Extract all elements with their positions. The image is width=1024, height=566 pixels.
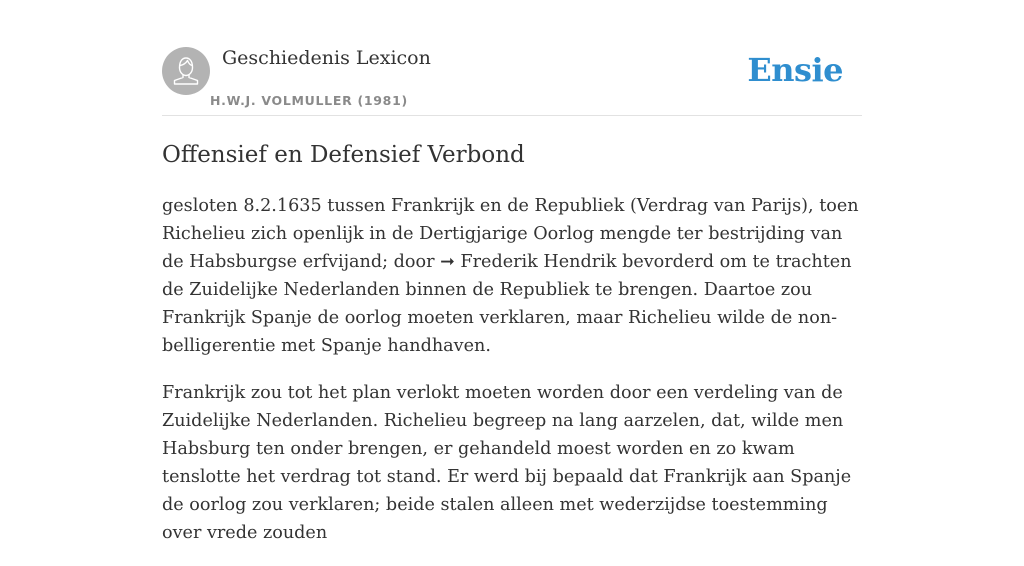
- entry-paragraph: Frankrijk zou tot het plan verlokt moeten worden door een verdeling van de Zuidelijke Nederlanden. Richelieu begreep na lang aarzelen, dat, wilde men Habsburg ten onder brengen, er gehandeld moest worden en zo kwam tenslotte het verdrag tot stand. Er werd bij bepaald dat Frankrijk aan Spanje de oorlog zou verklaren; beide stalen alleen met wederzijdse toestemming over vrede zouden: [162, 383, 852, 543]
- header: [162, 46, 862, 116]
- ensie-logo[interactable]: Ensie: [747, 51, 843, 89]
- entry-title: Offensief en Defensief Verbond: [162, 142, 525, 168]
- user-avatar-icon[interactable]: [162, 47, 210, 95]
- header-divider: [162, 115, 862, 116]
- entry-body: [162, 192, 862, 566]
- author-label[interactable]: H.W.J. VOLMULLER (1981): [210, 93, 408, 108]
- entry-paragraph: gesloten 8.2.1635 tussen Frankrijk en de Republiek (Verdrag van Parijs), toen Richelieu zich openlijk in de Dertigjarige Oorlog mengde ter bestrijding van de Habsburgse erfvijand; door ➞ Frederik Hendrik bevorderd om te trachten de Zuidelijke Nederlanden binnen de Republiek te brengen. Daartoe zou Frankrijk Spanje de oorlog moeten verklaren, maar Richelieu wilde de non-belligerentie met Spanje handhaven.: [162, 196, 859, 356]
- lexicon-title[interactable]: Geschiedenis Lexicon: [222, 47, 431, 69]
